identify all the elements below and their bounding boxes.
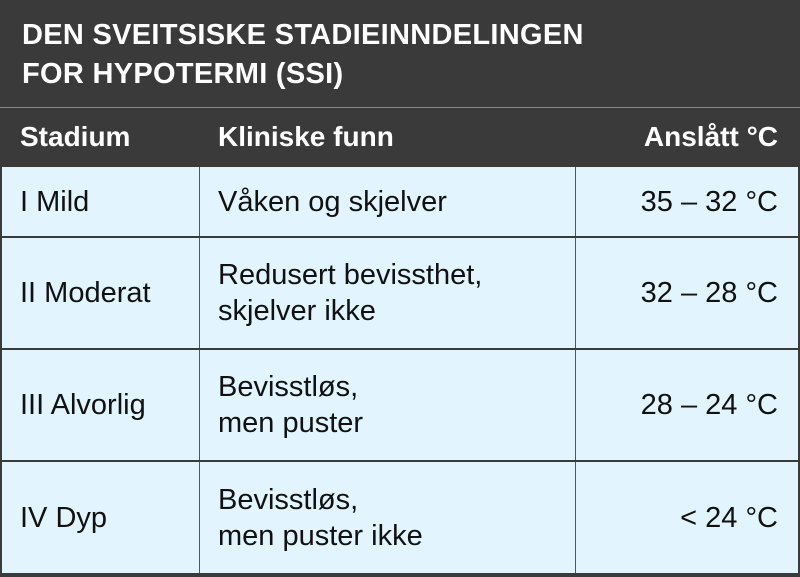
funn-line-1: Bevisstløs, (218, 483, 359, 516)
cell-temperature: < 24 °C (680, 501, 778, 534)
table-row (2, 350, 798, 460)
cell-kliniske-funn (218, 238, 568, 348)
cell-stadium: IV Dyp (20, 501, 108, 534)
title-line-1: DEN SVEITSISKE STADIEINNDELINGEN (22, 19, 584, 51)
cell-temperature: 32 – 28 °C (640, 277, 778, 309)
funn-line-2: men puster ikke (218, 519, 423, 552)
funn-line-2: men puster (218, 407, 364, 439)
funn-line-1: Våken og skjelver (218, 185, 447, 218)
cell-kliniske-funn (218, 350, 568, 460)
title-line-2: FOR HYPOTERMI (SSI) (22, 58, 344, 90)
cell-kliniske-funn (218, 167, 568, 236)
header-temperature: Anslått °C (643, 121, 778, 152)
table-title (0, 0, 800, 106)
funn-line-1: Redusert bevissthet, (218, 259, 483, 291)
cell-temperature: 28 – 24 °C (640, 389, 778, 421)
cell-stadium: II Moderat (20, 277, 151, 309)
cell-stadium: I Mild (20, 185, 90, 218)
funn-line-2: skjelver ikke (218, 295, 376, 327)
table-body (2, 167, 798, 575)
table-row (2, 462, 798, 573)
funn-line-1: Bevisstløs, (218, 371, 359, 403)
header-stadium: Stadium (20, 121, 131, 152)
cell-stadium: III Alvorlig (20, 389, 146, 421)
cell-temperature: 35 – 32 °C (640, 185, 778, 218)
table-row (2, 167, 798, 236)
cell-kliniske-funn (218, 462, 568, 573)
table-header (0, 107, 800, 167)
header-kliniske-funn: Kliniske funn (218, 121, 394, 152)
table-row (2, 238, 798, 348)
